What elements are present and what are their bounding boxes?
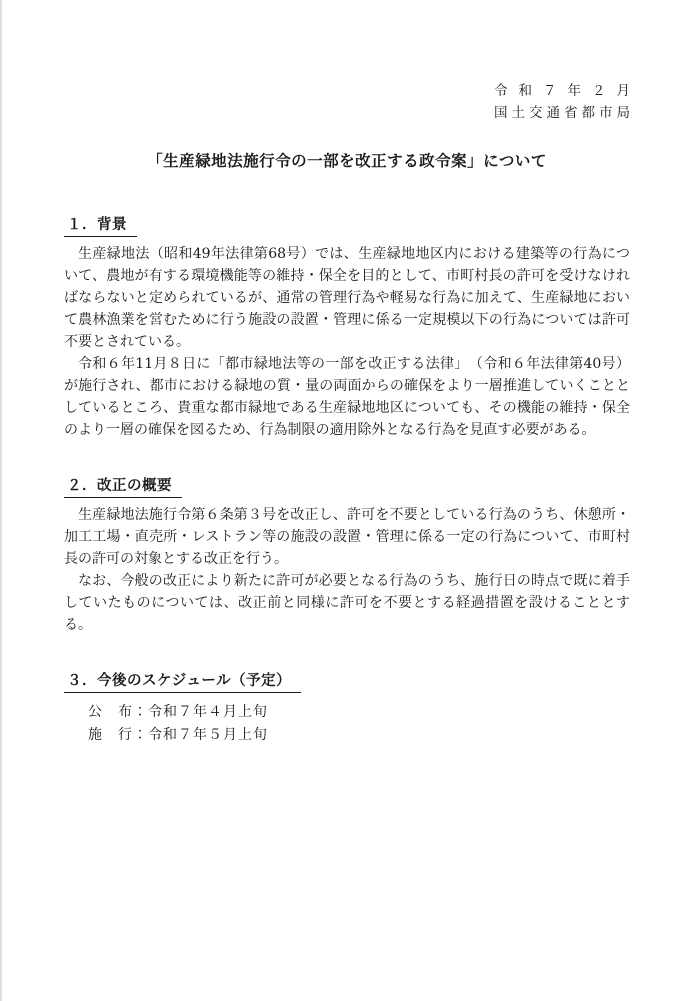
section-2-heading: ２．改正の概要 xyxy=(64,477,182,498)
date-line: 令和７年２月 xyxy=(494,83,630,99)
section-3-heading-row xyxy=(64,672,630,693)
section-background xyxy=(64,216,630,441)
org-line: 国土交通省都市局 xyxy=(494,105,630,121)
section-2-heading-row xyxy=(64,477,630,498)
section-1-paragraph-2: 令和６年11月８日に「都市緑地法等の一部を改正する法律」 （令和６年法律第40号）が施行され、都市における緑地の質・量の両面からの確保をより一層推進していくこととしているところ、貴重な都市緑地である生産緑地地区についても、その機能の維持・保全のより一層の確保を図るため、行為制限の適用除外となる行為を見直す必要がある。 xyxy=(64,356,630,439)
section-1-heading: １．背景 xyxy=(64,216,137,237)
document-title: 「生産緑地法施行令の一部を改正する政令案」について xyxy=(147,153,547,170)
schedule-list xyxy=(64,701,630,747)
schedule-promulgation: 公 布：令和７年４月上旬 xyxy=(88,704,268,721)
section-2-paragraph-1: 生産緑地法施行令第６条第３号を改正し、許可を不要としている行為のうち、休憩所・加工工場・直売所・レストラン等の施設の設置・管理に係る一定の行為について、市町村長の許可の対象とする改正を行う。 xyxy=(64,507,630,568)
section-2-paragraph-2: なお、今般の改正により新たに許可が必要となる行為のうち、施行日の時点で既に着手していたものについては、改正前と同様に許可を不要とする経過措置を設けることとする。 xyxy=(64,573,630,634)
section-amendment-summary xyxy=(64,477,630,636)
section-1-paragraph-1: 生産緑地法（昭和49年法律第68号）では、生産緑地地区内における建築等の行為について、農地が有する環境機能等の維持・保全を目的として、市町村長の許可を受けなければならないと定められているが、通常の管理行為や軽易な行為に加えて、生産緑地において農林漁業を営むために行う施設の設置・管理に係る一定規模以下の行為については許可不要とされている。 xyxy=(64,246,630,351)
section-1-heading-row xyxy=(64,216,630,237)
document-header xyxy=(494,80,630,124)
page-left-edge xyxy=(0,0,2,1001)
schedule-enforcement: 施 行：令和７年５月上旬 xyxy=(88,727,268,744)
section-schedule xyxy=(64,672,630,747)
section-3-heading: ３．今後のスケジュール（予定） xyxy=(64,672,301,693)
